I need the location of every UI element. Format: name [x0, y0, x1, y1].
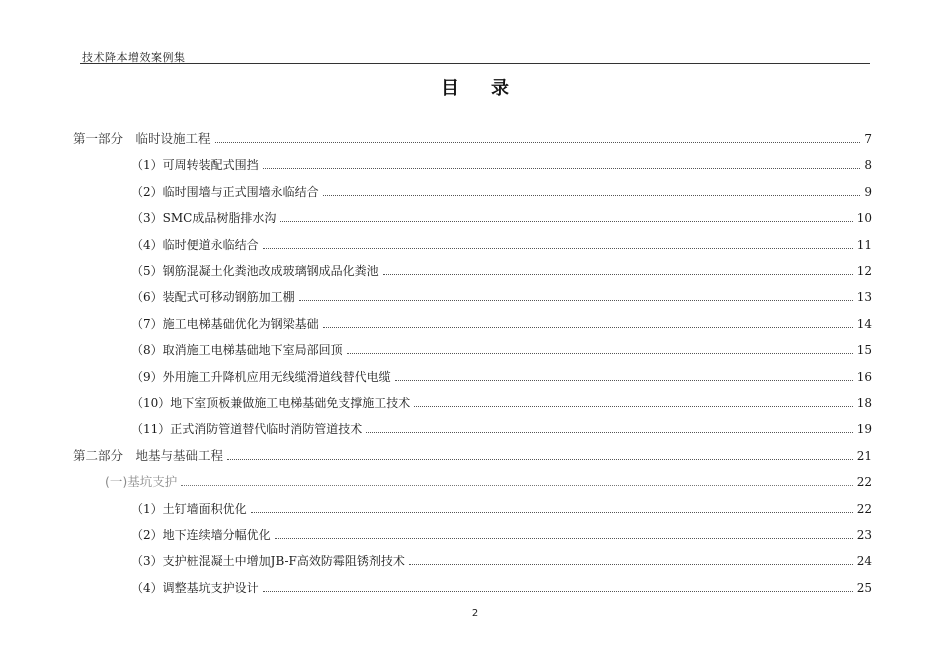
toc-entry-label: （9）外用施工升降机应用无线缆滑道线替代电缆 — [131, 369, 391, 384]
toc-leader-dots — [215, 142, 861, 143]
toc-leader-dots — [366, 432, 852, 433]
toc-entry-page: 11 — [856, 237, 872, 252]
toc-item-entry[interactable] — [131, 550, 872, 568]
toc-leader-dots — [280, 221, 852, 222]
toc-entry-page: 8 — [864, 158, 872, 173]
toc-item-entry[interactable] — [131, 154, 872, 172]
toc-entry-page: 15 — [856, 343, 872, 358]
toc-part-entry[interactable] — [73, 445, 872, 463]
toc-leader-dots — [263, 248, 853, 249]
running-header: 技术降本增效案例集 — [82, 51, 186, 64]
toc-leader-dots — [263, 168, 861, 169]
toc-entry-label: （8）取消施工电梯基础地下室局部回顶 — [131, 343, 343, 358]
toc-item-entry[interactable] — [131, 260, 872, 278]
toc-leader-dots — [227, 459, 853, 460]
toc-item-entry[interactable] — [131, 313, 872, 331]
toc-entry-page: 24 — [856, 554, 872, 569]
page-title: 目录 — [441, 78, 541, 99]
toc-leader-dots — [299, 300, 853, 301]
toc-entry-label: 第二部分 地基与基础工程 — [73, 447, 224, 463]
toc-entry-page: 21 — [856, 448, 872, 463]
toc-leader-dots — [323, 195, 861, 196]
toc-entry-label: （2）临时围墙与正式围墙永临结合 — [131, 184, 319, 199]
toc-item-entry[interactable] — [131, 418, 872, 436]
toc-item-entry[interactable] — [131, 498, 872, 516]
toc-entry-page: 7 — [864, 132, 872, 146]
toc-entry-page: 16 — [856, 369, 872, 384]
toc-entry-page: 19 — [856, 422, 872, 437]
toc-entry-label: （7）施工电梯基础优化为钢梁基础 — [131, 316, 319, 331]
toc-entry-label: （3）SMC成品树脂排水沟 — [131, 211, 277, 226]
toc-leader-dots — [263, 591, 853, 592]
toc-entry-label: （11）正式消防管道替代临时消防管道技术 — [131, 422, 363, 437]
toc-leader-dots — [323, 327, 853, 328]
toc-item-entry[interactable] — [131, 577, 872, 595]
toc-item-entry[interactable] — [131, 286, 872, 304]
toc-entry-page: 13 — [856, 290, 872, 305]
toc-leader-dots — [414, 406, 852, 407]
toc-entry-page: 23 — [856, 528, 872, 542]
toc-section-entry[interactable] — [105, 471, 872, 489]
toc-entry-page: 12 — [856, 264, 872, 278]
toc-entry-label: （6）装配式可移动钢筋加工棚 — [131, 290, 295, 305]
toc-item-entry[interactable] — [131, 181, 872, 199]
toc-leader-dots — [409, 564, 853, 565]
toc-leader-dots — [383, 274, 853, 275]
toc-entry-label: （3）支护桩混凝土中增加JB-F高效防霉阻锈剂技术 — [131, 554, 405, 569]
toc-leader-dots — [275, 538, 853, 539]
toc-item-entry[interactable] — [131, 392, 872, 410]
toc-item-entry[interactable] — [131, 339, 872, 357]
toc-entry-page: 14 — [856, 316, 872, 331]
toc-entry-label: （10）地下室顶板兼做施工电梯基础免支撑施工技术 — [131, 396, 411, 410]
toc-entry-page: 10 — [856, 211, 872, 226]
toc-entry-page: 22 — [856, 501, 872, 516]
toc-item-entry[interactable] — [131, 366, 872, 384]
toc-item-entry[interactable] — [131, 524, 872, 542]
toc-entry-label: （2）地下连续墙分幅优化 — [131, 528, 271, 542]
toc-entry-label: （5）钢筋混凝土化粪池改成玻璃钢成品化粪池 — [131, 264, 379, 278]
toc-entry-page: 22 — [856, 475, 872, 490]
toc-entry-label: （1）可周转装配式围挡 — [131, 158, 259, 173]
toc-entry-page: 25 — [856, 580, 872, 595]
toc-part-entry[interactable] — [73, 128, 872, 146]
toc-item-entry[interactable] — [131, 234, 872, 252]
toc-entry-label: (一)基坑支护 — [105, 474, 178, 490]
toc-entry-label: （1）土钉墙面积优化 — [131, 501, 247, 516]
toc-entry-page: 18 — [856, 396, 872, 410]
page-number: 2 — [471, 608, 479, 619]
toc-entry-label: 第一部分 临时设施工程 — [73, 131, 211, 146]
toc-entry-page: 9 — [864, 184, 872, 199]
toc-item-entry[interactable] — [131, 207, 872, 225]
toc-leader-dots — [395, 380, 853, 381]
toc-entry-label: （4）调整基坑支护设计 — [131, 580, 259, 595]
toc-leader-dots — [251, 512, 853, 513]
toc-entry-label: （4）临时便道永临结合 — [131, 237, 259, 252]
toc-leader-dots — [347, 353, 853, 354]
toc-leader-dots — [181, 485, 852, 486]
